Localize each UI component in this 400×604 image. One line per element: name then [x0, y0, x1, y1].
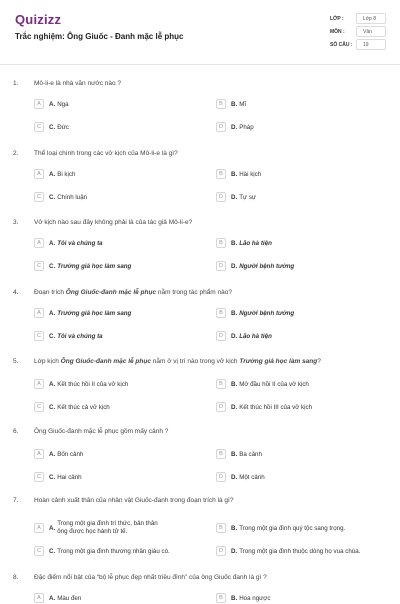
option-text: Người bệnh tưởng — [239, 262, 295, 270]
option-badge: D — [216, 331, 226, 341]
option-badge: D — [216, 261, 226, 271]
option-c[interactable] — [34, 471, 82, 483]
question-number: 7. — [13, 497, 19, 504]
option-b[interactable] — [216, 98, 246, 110]
option-text: Hoa ngược — [239, 594, 271, 602]
option-badge: B — [216, 379, 226, 389]
question-text: Thể loại chính trong các vở kịch của Mô-li-e là gì? — [34, 150, 178, 157]
option-letter: D. — [231, 547, 238, 555]
option-b[interactable] — [216, 237, 272, 249]
question-text-part: Đoạn trích — [34, 289, 66, 296]
option-letter: C. — [49, 332, 56, 340]
question-text — [34, 289, 232, 296]
question-number: 4. — [13, 289, 19, 296]
option-text: Tôi và chúng ta — [57, 239, 103, 247]
option-text: Mĩ — [239, 100, 247, 108]
option-d[interactable] — [216, 330, 272, 342]
option-b[interactable] — [216, 448, 262, 460]
option-badge: B — [216, 99, 226, 109]
option-letter: D. — [231, 193, 238, 201]
option-letter: D. — [231, 123, 238, 131]
option-letter: A. — [49, 594, 56, 602]
option-d[interactable] — [216, 121, 254, 133]
option-badge: A — [34, 449, 44, 459]
question-text: Đặc điểm nổi bật của “bộ lễ phục đẹp nhất triều đình” của ông Giuốc đanh là gì ? — [34, 574, 267, 581]
question-number: 3. — [13, 219, 19, 226]
option-text: Một cảnh — [239, 473, 265, 481]
option-a[interactable] — [34, 592, 81, 604]
option-badge: C — [34, 472, 44, 482]
option-letter: C. — [49, 262, 56, 270]
option-badge: D — [216, 402, 226, 412]
option-badge: C — [34, 546, 44, 556]
option-text: Đức — [57, 123, 69, 131]
option-d[interactable] — [216, 191, 256, 203]
option-letter: A. — [49, 450, 56, 458]
option-text: Hài kịch — [239, 170, 262, 178]
work-title: Ông Giuốc-đanh mặc lễ phục — [60, 358, 151, 365]
option-text: Tôi và chúng ta — [57, 332, 103, 340]
meta-question-count — [330, 38, 386, 51]
meta-grade — [330, 12, 386, 25]
question-text: Vở kịch nào sau đây không phải là của tác giả Mô-li-e? — [34, 219, 193, 226]
option-badge: C — [34, 122, 44, 132]
work-title: Trưởng giả học làm sang — [239, 358, 318, 365]
option-text: Nga — [57, 100, 69, 108]
option-badge: B — [216, 523, 226, 533]
page-header — [0, 0, 400, 64]
option-text: Kết thúc hồi II của vở kịch — [57, 380, 129, 388]
option-text: Ba cảnh — [239, 450, 262, 458]
question-text-part: nằm ở vị trí nào trong vở kịch — [150, 358, 240, 365]
question-mark: ? — [317, 358, 321, 365]
option-badge: C — [34, 192, 44, 202]
option-a[interactable] — [34, 378, 128, 390]
option-c[interactable] — [34, 330, 103, 342]
option-b[interactable] — [216, 378, 309, 390]
option-badge: D — [216, 472, 226, 482]
option-letter: C. — [49, 403, 56, 411]
option-d[interactable] — [216, 260, 294, 272]
option-text: Bốn cảnh — [57, 450, 84, 458]
option-badge: A — [34, 593, 44, 603]
option-badge: A — [34, 238, 44, 248]
option-a[interactable] — [34, 98, 69, 110]
option-b[interactable] — [216, 592, 270, 604]
option-b[interactable] — [216, 307, 294, 319]
option-text: Kết thúc hồi III của vở kịch — [239, 403, 313, 411]
meta-value: 19 — [356, 39, 386, 50]
option-letter: B. — [231, 450, 238, 458]
option-badge: B — [216, 238, 226, 248]
option-a[interactable] — [34, 168, 75, 180]
option-text: Hai cảnh — [57, 473, 82, 481]
option-letter: C. — [49, 193, 56, 201]
option-badge: C — [34, 261, 44, 271]
option-a[interactable] — [34, 237, 103, 249]
option-letter: B. — [231, 309, 238, 317]
option-text: Trong một gia đình thuộc dòng họ vua chúa. — [239, 547, 361, 555]
option-letter: B. — [231, 524, 238, 532]
option-a[interactable] — [34, 519, 167, 537]
option-letter: B. — [231, 100, 238, 108]
question-number: 5. — [13, 358, 19, 365]
option-text: Trong một gia đình quý tộc sang trọng. — [239, 524, 346, 532]
question-number: 8. — [13, 574, 19, 581]
option-b[interactable] — [216, 522, 345, 534]
option-c[interactable] — [34, 401, 110, 413]
meta-value: Văn — [356, 26, 386, 37]
option-letter: B. — [231, 380, 238, 388]
option-letter: A. — [49, 239, 56, 247]
meta-label: LỚP : — [330, 15, 344, 22]
option-c[interactable] — [34, 545, 170, 557]
option-letter: D. — [231, 473, 238, 481]
option-badge: A — [34, 523, 44, 533]
option-text: Pháp — [239, 123, 254, 131]
question-number: 1. — [13, 80, 19, 87]
option-letter: D. — [231, 332, 238, 340]
option-badge: B — [216, 169, 226, 179]
option-text: Người bệnh tưởng — [239, 309, 295, 317]
question-text-part: Lớp kịch — [34, 358, 61, 365]
option-badge: A — [34, 308, 44, 318]
meta-label: SỐ CÂU : — [330, 41, 353, 48]
option-badge: A — [34, 379, 44, 389]
option-a[interactable] — [34, 307, 131, 319]
option-badge: B — [216, 449, 226, 459]
option-letter: C. — [49, 473, 56, 481]
question-number: 2. — [13, 150, 19, 157]
option-letter: C. — [49, 123, 56, 131]
option-text: Trong một gia đình trí thức, bản thân ông được học hành tử tế. — [57, 520, 158, 535]
option-letter: B. — [231, 239, 238, 247]
option-text: Trong một gia đình thương nhân giàu có. — [57, 547, 170, 555]
meta-panel — [330, 12, 386, 51]
option-letter: C. — [49, 547, 56, 555]
option-d[interactable] — [216, 545, 360, 557]
question-text: Ông Giuốc-đanh mặc lễ phục gồm mấy cảnh ? — [34, 428, 169, 435]
option-badge: B — [216, 308, 226, 318]
page-title: Trắc nghiệm: Ông Giuốc - Đanh mặc lễ phục — [15, 32, 184, 41]
header-divider — [0, 64, 400, 65]
question-number: 6. — [13, 428, 19, 435]
option-text: Trưởng giả học làm sang — [57, 309, 132, 317]
meta-subject — [330, 25, 386, 38]
option-badge: A — [34, 99, 44, 109]
option-badge: C — [34, 331, 44, 341]
option-text: Mở đầu hồi II của vở kịch — [239, 380, 309, 388]
option-text: Bi kịch — [57, 170, 76, 178]
question-text: Hoàn cảnh xuất thân của nhân vật Giuốc-đanh trong đoạn trích là gì? — [34, 497, 234, 504]
option-letter: D. — [231, 403, 238, 411]
option-letter: A. — [49, 524, 56, 532]
option-badge: D — [216, 546, 226, 556]
question-text-part: nằm trong tác phẩm nào? — [156, 289, 232, 296]
option-letter: A. — [49, 100, 56, 108]
option-text: Lão hà tiện — [239, 332, 272, 340]
option-letter: A. — [49, 380, 56, 388]
option-text: Màu đen — [57, 594, 82, 602]
option-c[interactable] — [34, 260, 131, 272]
option-d[interactable] — [216, 401, 312, 413]
question-text — [34, 358, 321, 365]
option-letter: D. — [231, 262, 238, 270]
option-a[interactable] — [34, 448, 83, 460]
option-text: Kết thúc cả vở kịch — [57, 403, 110, 411]
option-badge: D — [216, 122, 226, 132]
option-c[interactable] — [34, 121, 69, 133]
option-text: Chính luận — [57, 193, 88, 201]
meta-label: MÔN : — [330, 28, 345, 35]
option-badge: B — [216, 593, 226, 603]
option-text: Tự sự — [239, 193, 257, 201]
option-badge: C — [34, 402, 44, 412]
option-b[interactable] — [216, 168, 261, 180]
option-text: Lão hà tiện — [239, 239, 272, 247]
question-text: Mô-li-e là nhà văn nước nào ? — [34, 80, 122, 87]
option-text: Trưởng giả học làm sang — [57, 262, 132, 270]
option-d[interactable] — [216, 471, 265, 483]
work-title: Ông Giuốc-đanh mặc lễ phục — [65, 289, 157, 296]
meta-value: Lớp 8 — [356, 13, 386, 24]
option-letter: B. — [231, 170, 238, 178]
option-letter: B. — [231, 594, 238, 602]
option-letter: A. — [49, 170, 56, 178]
option-badge: D — [216, 192, 226, 202]
quizizz-logo[interactable]: Quizizz — [15, 12, 62, 27]
option-c[interactable] — [34, 191, 87, 203]
option-letter: A. — [49, 309, 56, 317]
option-badge: A — [34, 169, 44, 179]
